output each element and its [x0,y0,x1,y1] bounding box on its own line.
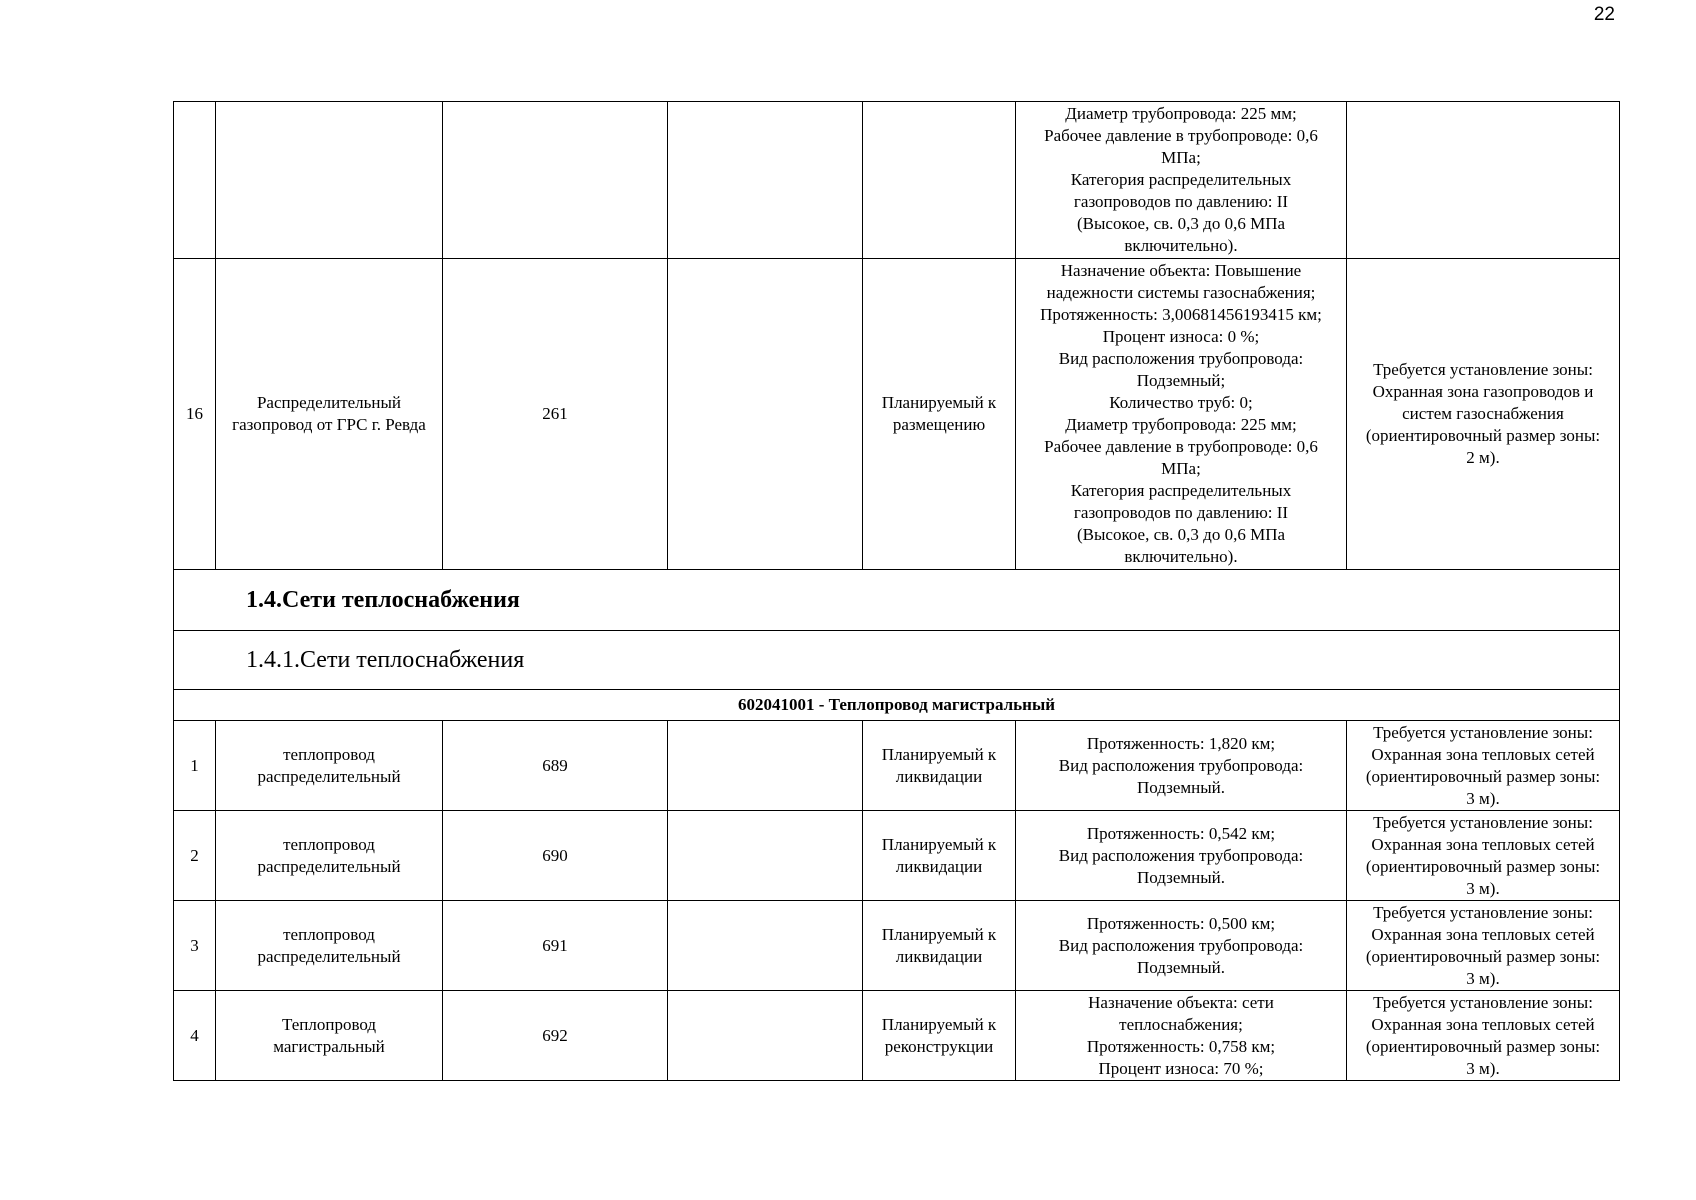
cell-line: включительно). [1124,547,1238,566]
cell-line: газопроводов по давлению: II [1073,192,1289,211]
cell-name [216,991,443,1081]
cell-name [216,811,443,901]
cell-location [668,259,863,570]
cell-line: теплопровод [283,834,375,854]
cell-num: 2 [174,811,216,901]
cell-num: 1 [174,721,216,811]
cell-code: 261 [443,259,668,570]
cell-num: 3 [174,901,216,991]
cell-num: 16 [174,259,216,570]
cell-line: (Высокое, св. 0,3 до 0,6 МПа [1076,214,1286,233]
cell-line: распределительный [257,766,401,786]
table-row [174,721,1620,811]
cell-num [174,102,216,259]
cell-line: Теплопровод [281,1014,377,1034]
cell-status [863,811,1016,901]
cell-line: Вид расположения трубопровода: [1058,755,1304,775]
cell-characteristics [1016,102,1347,259]
cell-num: 4 [174,991,216,1081]
cell-line: газопровод от ГРС г. Ревда [232,415,426,434]
cell-characteristics [1016,991,1347,1081]
cell-zone [1347,811,1620,901]
cell-line: Охранная зона тепловых сетей [1371,744,1595,764]
cell-line: Требуется установление зоны: [1373,812,1593,832]
subsection-row [174,631,1620,690]
cell-line: 3 м). [1466,1058,1500,1078]
cell-characteristics [1016,259,1347,570]
cell-location [668,991,863,1081]
cell-line: Планируемый к [881,834,997,854]
cell-name [216,901,443,991]
group-header-row [174,690,1620,721]
cell-line: Протяженность: 0,758 км; [1086,1036,1276,1056]
cell-line: распределительный [257,946,401,966]
cell-line: Требуется установление зоны: [1373,360,1593,379]
cell-line: (ориентировочный размер зоны: [1365,1036,1601,1056]
cell-line: Процент износа: 70 %; [1098,1058,1264,1078]
cell-line: Планируемый к [881,393,997,412]
cell-code: 692 [443,991,668,1081]
cell-status [863,259,1016,570]
objects-table [173,101,1620,1081]
cell-line: включительно). [1124,236,1238,255]
cell-line: (ориентировочный размер зоны: [1365,766,1601,786]
cell-line: магистральный [273,1036,385,1056]
cell-line: Охранная зона газопроводов и [1372,382,1594,401]
cell-code: 690 [443,811,668,901]
cell-line: Подземный. [1136,777,1226,797]
cell-characteristics [1016,721,1347,811]
cell-line: Диаметр трубопровода: 225 мм; [1065,104,1297,123]
cell-status [863,991,1016,1081]
cell-line: (ориентировочный размер зоны: [1365,426,1601,445]
cell-line: Планируемый к [881,1014,997,1034]
cell-line: 3 м). [1466,878,1500,898]
cell-line: Охранная зона тепловых сетей [1371,1014,1595,1034]
cell-line: Процент износа: 0 %; [1102,327,1260,346]
cell-line: теплопровод [283,924,375,944]
cell-zone [1347,721,1620,811]
cell-line: Подземный; [1136,371,1226,390]
cell-line: ликвидации [895,856,983,876]
cell-name [216,102,443,259]
cell-line: (Высокое, св. 0,3 до 0,6 МПа [1076,525,1286,544]
cell-line: Планируемый к [881,924,997,944]
cell-line: Подземный. [1136,867,1226,887]
cell-line: теплоснабжения; [1119,1014,1243,1034]
cell-line: Вид расположения трубопровода: [1058,845,1304,865]
cell-line: систем газоснабжения [1402,404,1564,423]
cell-location [668,721,863,811]
cell-line: Протяженность: 1,820 км; [1086,733,1276,753]
table-row-16 [174,259,1620,570]
cell-name [216,259,443,570]
subsection-title: 1.4.1.Сети теплоснабжения [174,631,1620,690]
page-number: 22 [1593,4,1615,25]
cell-line: Подземный. [1136,957,1226,977]
cell-code: 689 [443,721,668,811]
table-row [174,991,1620,1081]
cell-code: 691 [443,901,668,991]
cell-zone [1347,901,1620,991]
cell-location [668,901,863,991]
table-row-continued [174,102,1620,259]
cell-line: Охранная зона тепловых сетей [1371,924,1595,944]
cell-line: Рабочее давление в трубопроводе: 0,6 [1044,437,1318,456]
cell-line: (ориентировочный размер зоны: [1365,856,1601,876]
cell-line: Вид расположения трубопровода: [1058,349,1304,368]
cell-line: МПа; [1161,148,1201,167]
cell-line: Требуется установление зоны: [1373,902,1593,922]
cell-line: размещению [892,415,986,434]
cell-name [216,721,443,811]
section-row [174,570,1620,631]
cell-characteristics [1016,811,1347,901]
cell-zone [1347,259,1620,570]
cell-line: распределительный [257,856,401,876]
cell-location [668,811,863,901]
cell-line: Диаметр трубопровода: 225 мм; [1065,415,1297,434]
cell-line: ликвидации [895,946,983,966]
cell-line: 2 м). [1466,448,1500,467]
cell-code [443,102,668,259]
cell-line: 3 м). [1466,968,1500,988]
cell-status [863,102,1016,259]
cell-line: Назначение объекта: сети [1088,992,1274,1012]
cell-line: Категория распределительных [1070,170,1292,189]
section-title: 1.4.Сети теплоснабжения [174,570,1620,631]
cell-line: Планируемый к [881,744,997,764]
cell-line: Требуется установление зоны: [1373,992,1593,1012]
group-header: 602041001 - Теплопровод магистральный [174,690,1620,721]
cell-line: Протяженность: 3,00681456193415 км; [1040,305,1322,324]
cell-zone [1347,991,1620,1081]
cell-line: ликвидации [895,766,983,786]
cell-line: Требуется установление зоны: [1373,722,1593,742]
table-row [174,901,1620,991]
cell-line: реконструкции [884,1036,994,1056]
cell-status [863,901,1016,991]
cell-line: теплопровод [283,744,375,764]
cell-line: Протяженность: 0,542 км; [1086,823,1276,843]
cell-line: Вид расположения трубопровода: [1058,935,1304,955]
cell-status [863,721,1016,811]
heat-rows [174,721,1620,1081]
cell-line: надежности системы газоснабжения; [1046,283,1316,302]
cell-line: Назначение объекта: Повышение [1060,261,1302,280]
cell-characteristics [1016,901,1347,991]
cell-zone [1347,102,1620,259]
cell-line: Протяженность: 0,500 км; [1086,913,1276,933]
cell-line: Категория распределительных [1070,481,1292,500]
cell-line: Рабочее давление в трубопроводе: 0,6 [1044,126,1318,145]
cell-line: Охранная зона тепловых сетей [1371,834,1595,854]
cell-location [668,102,863,259]
table-row [174,811,1620,901]
cell-line: 3 м). [1466,788,1500,808]
cell-line: Количество труб: 0; [1109,393,1253,412]
cell-line: газопроводов по давлению: II [1073,503,1289,522]
cell-line: МПа; [1161,459,1201,478]
cell-line: (ориентировочный размер зоны: [1365,946,1601,966]
cell-line: Распределительный [256,393,402,412]
